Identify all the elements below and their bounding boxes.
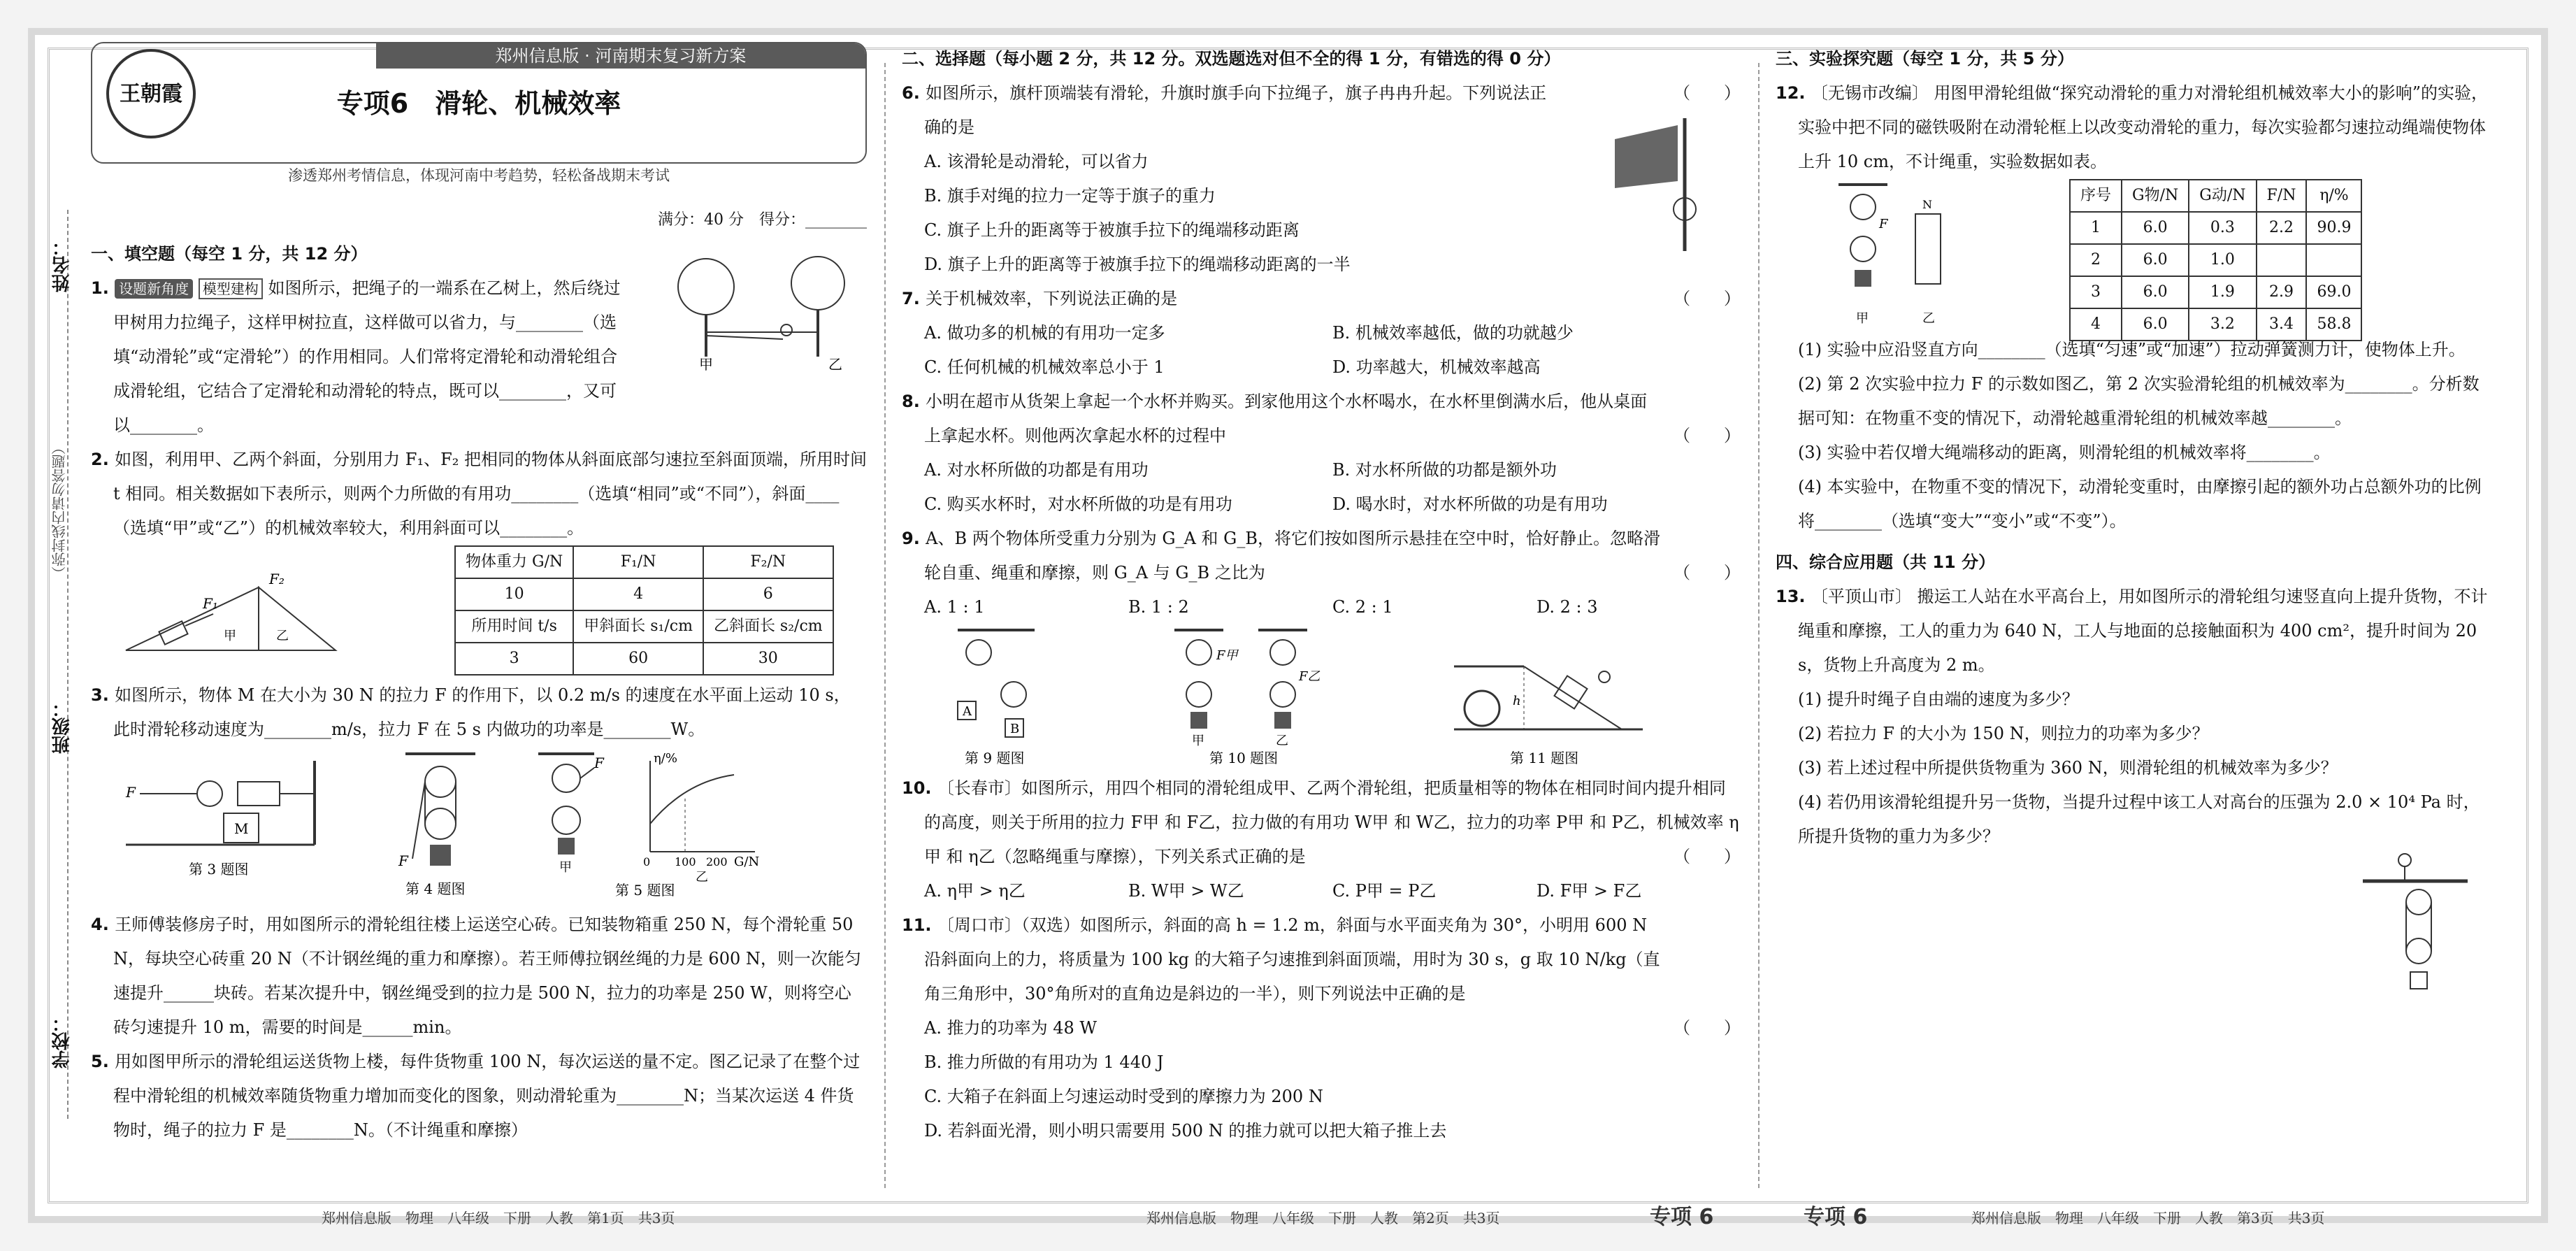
seal-line (67, 210, 69, 1119)
label-yi: 乙 (828, 356, 842, 371)
option: C. P甲 = P乙 (1332, 881, 1437, 901)
footer-page-1: 郑州信息版 物理 八年级 下册 人教 第1页 共3页 (322, 1210, 675, 1227)
question-number: 5. (91, 1052, 115, 1071)
label-jia: 甲 (699, 356, 713, 371)
footer-topic-tag-2: 专项 6 (1804, 1205, 1868, 1229)
table-row (455, 643, 833, 675)
header-band: 郑州信息版 · 河南期末复习新方案 (376, 43, 865, 69)
source-tag: 〔无锡市改编〕 (1811, 83, 1929, 103)
q12-figure-row (1776, 179, 2489, 333)
graph-tick: 200 (706, 855, 728, 868)
incline-figure (119, 559, 357, 664)
seal-note: （弥封线内请勿答题） (51, 441, 68, 580)
binding-sidebar (42, 210, 91, 1119)
sidebar-school-label: 学校： (52, 1014, 73, 1068)
table-cell: 10 (455, 578, 573, 610)
option: A. 对水杯所做的功都是有用功 (924, 460, 1149, 480)
option: B. 推力所做的有用功为 1 440 J (924, 1052, 1164, 1072)
header-slogan: 渗透郑州考情信息，体现河南中考趋势，轻松备战期末考试 (288, 167, 670, 184)
table-cell: 甲斜面长 s₁/cm (573, 610, 703, 643)
graph-tick: 100 (675, 855, 696, 868)
section-title-2: 二、选择题（每小题 2 分，共 12 分。双选题选对但不全的得 1 分，有错选的得 0 分） (902, 49, 1561, 69)
fig5-pulley-and-graph (524, 747, 776, 901)
section-title-4: 四、综合应用题（共 11 分） (1776, 552, 1996, 572)
question-number: 4. (91, 915, 115, 934)
label-jia: 甲 (1192, 734, 1204, 748)
option-list (902, 1011, 1741, 1148)
tag-model: 模型建构 (199, 278, 263, 299)
option: B. 机械效率越低，做的功就越少 (1332, 323, 1574, 343)
question-number: 3. (91, 685, 115, 705)
table-cell: 1 (2070, 212, 2122, 244)
score-line: 满分：40 分 得分：________ (658, 211, 867, 229)
option: D. 2 : 3 (1537, 597, 1598, 617)
column-divider-1 (884, 63, 886, 1188)
table-row (455, 546, 833, 578)
page-header (91, 42, 867, 184)
question-8 (902, 385, 1741, 522)
q13-subquestions (1776, 682, 2489, 854)
question-text: 如图所示，把绳子的一端系在乙树上，然后绕过甲树用力拉绳子，这样甲树拉直，这样做可以省力，与________（选填“动滑轮”或“定滑轮”）的作用相同。人们常将定滑轮和动滑轮组合成滑轮组，它结合了定滑轮和动滑轮的特点，既可以________，又可以________。 (113, 278, 621, 435)
column-1 (91, 42, 867, 1188)
fig3-pulley-horizontal (119, 754, 343, 880)
label-f1: F₁ (203, 595, 218, 612)
section-title-3: 三、实验探究题（每空 1 分，共 5 分） (1776, 49, 2074, 69)
table-cell: 乙斜面长 s₂/cm (703, 610, 833, 643)
question-2 (91, 443, 867, 545)
label-yi: 乙 (1922, 311, 1935, 326)
option: D. F甲 > F乙 (1537, 881, 1642, 901)
table-cell: F₂/N (703, 546, 833, 578)
table-cell (2257, 244, 2307, 276)
flag-pulley-figure (1601, 111, 1713, 251)
table-cell: 6 (703, 578, 833, 610)
table-cell: 2.2 (2257, 212, 2307, 244)
label-m: M (234, 820, 249, 837)
answer-paren: （ ） (1674, 289, 1741, 308)
option: A. 做功多的机械的有用功一定多 (924, 323, 1165, 343)
footer-topic-tag: 专项 6 (1650, 1205, 1714, 1229)
label-yi: 乙 (276, 629, 289, 643)
option: C. 购买水杯时，对水杯所做的功是有用功 (924, 494, 1232, 514)
q2-figure-row (91, 545, 867, 678)
question-5 (91, 1045, 867, 1148)
tag-new-angle: 设题新角度 (115, 279, 193, 299)
page-title: 专项6 滑轮、机械效率 (336, 88, 621, 119)
column-2 (902, 42, 1741, 1188)
subquestion: (4) 若仍用该滑轮组提升另一货物，当提升过程中该工人对高台的压强为 2.0 × 10⁴ Pa 时，所提升货物的重力为多少？ (1798, 792, 2480, 846)
option-list (902, 453, 1741, 522)
subquestion: (1) 实验中应沿竖直方向________（选填“匀速”或“加速”）拉动弹簧测力计，使物体上升。 (1798, 340, 2466, 359)
table-row (2070, 180, 2361, 212)
table-row (2070, 244, 2361, 276)
question-4 (91, 908, 867, 1045)
table-cell: 60 (573, 643, 703, 675)
table-cell: 0.3 (2189, 212, 2256, 244)
footer-page-3: 郑州信息版 物理 八年级 下册 人教 第3页 共3页 (1971, 1210, 2325, 1227)
table-cell: 6.0 (2122, 212, 2189, 244)
option: C. 2 : 1 (1332, 597, 1393, 617)
question-text: 如图所示，物体 M 在大小为 30 N 的拉力 F 的作用下，以 0.2 m/s 的速度在水平面上运动 10 s，此时滑轮移动速度为________m/s，拉力 F 在 5 s 内做功的功率是________W。 (113, 685, 851, 739)
fig11-caption: 第 11 题图 (1510, 750, 1579, 766)
label-f: F (1879, 217, 1888, 231)
option: C. 大箱子在斜面上匀速运动时受到的摩擦力为 200 N (924, 1087, 1323, 1106)
subquestion: (2) 若拉力 F 的大小为 150 N，则拉力的功率为多少？ (1798, 724, 2209, 743)
option: D. 功率越大，机械效率越高 (1332, 357, 1541, 377)
fig5-caption: 第 5 题图 (615, 882, 675, 899)
question-number: 9. (902, 529, 926, 548)
q13-worker-pulley-figure (2356, 846, 2475, 1014)
subquestion: (2) 第 2 次实验中拉力 F 的示数如图乙，第 2 次实验滑轮组的机械效率为________。分析数据可知：在物重不变的情况下，动滑轮越重滑轮组的机械效率越________。 (1798, 374, 2480, 428)
option: A. η甲 > η乙 (924, 881, 1026, 901)
question-text: A、B 两个物体所受重力分别为 G_A 和 G_B，将它们按如图所示悬挂在空中时，恰好静止。忽略滑轮自重、绳重和摩擦，则 G_A 与 G_B 之比为 (924, 529, 1660, 582)
table-cell: 3.2 (2189, 308, 2256, 341)
table-cell: 30 (703, 643, 833, 675)
option-list (902, 145, 1483, 282)
question-3 (91, 678, 867, 747)
column-divider-2 (1758, 63, 1760, 1188)
question-number: 2. (91, 450, 115, 469)
question-text: 用图甲滑轮组做“探究动滑轮的重力对滑轮组机械效率大小的影响”的实验，实验中把不同的磁铁吸附在动滑轮框上以改变动滑轮的重力，每次实验都匀速拉动绳端使物体上升 10 cm，不计绳重，实验数据如表。 (1798, 83, 2489, 171)
graph-tick: 0 (643, 855, 651, 868)
question-1 (91, 271, 624, 443)
option: D. 若斜面光滑，则小明只需要用 500 N 的推力就可以把大箱子推上去 (924, 1121, 1447, 1141)
question-11 (902, 908, 1741, 1148)
table-cell: 4 (573, 578, 703, 610)
question-text: 王师傅装修房子时，用如图所示的滑轮组往楼上运送空心砖。已知装物箱重 250 N，每个滑轮重 50 N，每块空心砖重 20 N（不计钢丝绳的重力和摩擦）。若王师傅拉钢丝绳的力是 600 N，则一次能匀速提升______块砖。若某次提升中，钢丝绳受到的拉力是 500 N，拉力的功率是 250 W，则将空心砖匀速提升 10 m，需要的时间是______min。 (113, 915, 861, 1037)
option: A. 1 : 1 (924, 597, 985, 617)
question-text: 如图，利用甲、乙两个斜面，分别用力 F₁、F₂ 把相同的物体从斜面底部匀速拉至斜面顶端，所用时间 t 相同。相关数据如下表所示，则两个力所做的有用功________（选填“相同”或“不同”），斜面____（选填“甲”或“乙”）的机械效率较大，利用斜面可以________。 (113, 450, 867, 538)
option-list (902, 316, 1741, 385)
answer-paren: （ ） (1674, 1018, 1741, 1038)
table-row (455, 610, 833, 643)
table-cell: G动/N (2189, 180, 2256, 212)
question-number: 10. (902, 778, 937, 798)
question-number: 1. (91, 278, 115, 298)
fig10-caption: 第 10 题图 (1209, 750, 1279, 766)
option: B. 旗手对绳的拉力一定等于旗子的重力 (924, 186, 1216, 206)
label-yi: 乙 (1276, 734, 1288, 748)
figures-row-2 (902, 624, 1741, 771)
question-number: 11. (902, 915, 937, 935)
option: A. 推力的功率为 48 W (924, 1018, 1098, 1038)
brand-logo: 王朝霞 (106, 49, 196, 138)
table-cell: 69.0 (2306, 276, 2361, 308)
label-jia: 甲 (1856, 311, 1869, 326)
answer-paren: （ ） (1674, 563, 1741, 582)
label-fjia: F甲 (1216, 648, 1238, 663)
label-fyi: F乙 (1299, 669, 1321, 684)
label-jia: 甲 (224, 629, 236, 643)
table-cell: 6.0 (2122, 244, 2189, 276)
table-row (455, 578, 833, 610)
question-number: 13. (1776, 587, 1811, 606)
q12-subquestions (1776, 333, 2489, 538)
fig11-incline (1447, 638, 1657, 768)
option-list (902, 874, 1741, 908)
label-a: A (963, 704, 972, 719)
table-cell: η/% (2306, 180, 2361, 212)
question-7 (902, 282, 1741, 385)
q2-data-table (454, 545, 834, 675)
label-b: B (1010, 722, 1020, 736)
subquestion: (3) 实验中若仅增大绳端移动的距离，则滑轮组的机械效率将________。 (1798, 443, 2331, 462)
source-tag: 〔周口市〕（双选） (937, 915, 1080, 935)
question-text: 搬运工人站在水平高台上，用如图所示的滑轮组匀速竖直向上提升货物，不计绳重和摩擦，工人的重力为 640 N，工人与地面的总接触面积为 400 cm²，提升时间为 20 s，货物上升高度为 2 m。 (1798, 587, 2488, 675)
subquestion: (3) 若上述过程中所提供货物重为 360 N，则滑轮组的机械效率为多少？ (1798, 758, 2338, 778)
fig3-caption: 第 3 题图 (189, 861, 249, 878)
label-f: F (398, 852, 408, 869)
section-title-1: 一、填空题（每空 1 分，共 12 分） (91, 244, 368, 264)
table-cell: 2.9 (2257, 276, 2307, 308)
table-cell: 6.0 (2122, 308, 2189, 341)
answer-paren: （ ） (1674, 426, 1741, 445)
label-f: F (594, 755, 604, 771)
question-13 (1776, 580, 2489, 682)
table-cell: 6.0 (2122, 276, 2189, 308)
question-number: 12. (1776, 83, 1811, 103)
question-text: 小明在超市从货架上拿起一个水杯并购买。到家他用这个水杯喝水，在水杯里倒满水后，他从桌面上拿起水杯。则他两次拿起水杯的过程中 (924, 392, 1648, 445)
table-row (2070, 308, 2361, 341)
q12-pulley-and-meter (1825, 179, 1964, 329)
table-cell: 3.4 (2257, 308, 2307, 341)
option: B. 对水杯所做的功都是额外功 (1332, 460, 1557, 480)
table-cell: 4 (2070, 308, 2122, 341)
table-cell: G物/N (2122, 180, 2189, 212)
table-cell: 3 (2070, 276, 2122, 308)
q12-data-table (2069, 179, 2362, 341)
table-cell: 90.9 (2306, 212, 2361, 244)
figures-row-1 (91, 747, 867, 908)
table-cell: 3 (455, 643, 573, 675)
footer-page-2: 郑州信息版 物理 八年级 下册 人教 第2页 共3页 (1146, 1210, 1500, 1227)
table-row (2070, 212, 2361, 244)
fig4-pulley-block (377, 747, 503, 901)
option: B. W甲 > W乙 (1128, 881, 1244, 901)
question-6 (902, 76, 1741, 282)
question-9 (902, 522, 1741, 624)
subquestion: (4) 本实验中，在物重不变的情况下，动滑轮变重时，由摩擦引起的额外功占总额外功的比例将________（选填“变大”“变小”或“不变”）。 (1798, 477, 2482, 531)
label-f2: F₂ (269, 571, 285, 587)
answer-paren: （ ） (1674, 847, 1741, 866)
question-10 (902, 771, 1741, 908)
question-text: 关于机械效率，下列说法正确的是 (926, 289, 1178, 308)
subquestion: (1) 提升时绳子自由端的速度为多少？ (1798, 689, 2079, 709)
table-cell (2306, 244, 2361, 276)
option: B. 1 : 2 (1128, 597, 1189, 617)
source-tag: 〔平顶山市〕 (1811, 587, 1912, 606)
question-number: 6. (902, 83, 926, 103)
table-cell: 1.0 (2189, 244, 2256, 276)
table-cell: 所用时间 t/s (455, 610, 573, 643)
column-3 (1776, 42, 2489, 1188)
graph-x-axis-label: G/N (734, 855, 760, 869)
question-text: 用如图甲所示的滑轮组运送货物上楼，每件货物重 100 N，每次运送的量不定。图乙记录了在整个过程中滑轮组的机械效率随货物重力增加而变化的图象，则动滑轮重为________N；当某次运送 4 件货物时，绳子的拉力 F 是________N。（不计绳重和摩擦） (113, 1052, 861, 1140)
option-list (902, 590, 1741, 624)
label-f: F (126, 784, 136, 801)
table-cell: 58.8 (2306, 308, 2361, 341)
label-yi: 乙 (696, 870, 708, 885)
question-text: 如图所示，用四个相同的滑轮组成甲、乙两个滑轮组，把质量相等的物体在相同时间内提升相同的高度，则关于所用的拉力 F甲 和 F乙，拉力做的有用功 W甲 和 W乙，拉力的功率 P甲 和 P乙，机械效率 η甲 和 η乙（忽略绳重与摩擦），下列关系式正确的是 (924, 778, 1739, 866)
question-number: 8. (902, 392, 926, 411)
question-text: 如图所示，旗杆顶端装有滑轮，升旗时旗手向下拉绳子，旗子冉冉升起。下列说法正确的是 (924, 83, 1547, 137)
sidebar-class-label: 班级： (52, 699, 73, 754)
table-row (2070, 276, 2361, 308)
fig4-caption: 第 4 题图 (405, 880, 466, 897)
label-n: N (1922, 198, 1932, 211)
table-cell: 物体重力 G/N (455, 546, 573, 578)
option: C. 任何机械的机械效率总小于 1 (924, 357, 1165, 377)
table-cell: 序号 (2070, 180, 2122, 212)
option: D. 喝水时，对水杯所做的功是有用功 (1332, 494, 1608, 514)
option: D. 旗子上升的距离等于被旗手拉下的绳端移动距离的一半 (924, 255, 1351, 274)
tree-rope-figure (671, 252, 853, 371)
question-number: 7. (902, 289, 926, 308)
label-h: h (1513, 694, 1521, 708)
question-12 (1776, 76, 2489, 179)
question-text: 如图所示，斜面的高 h = 1.2 m，斜面与水平面夹角为 30°，小明用 600 N 沿斜面向上的力，将质量为 100 kg 的大箱子匀速推到斜面顶端，用时为 30 s，g 取 10 N/kg（直角三角形中，30°角所对的直角边是斜边的一半），则下列说法中正确的是 (924, 915, 1660, 1003)
option: C. 旗子上升的距离等于被旗手拉下的绳端移动距离 (924, 220, 1300, 240)
fig9-pulleys (944, 624, 1056, 768)
label-jia: 甲 (559, 860, 572, 875)
sidebar-name-label: 姓名： (52, 238, 73, 292)
fig9-caption: 第 9 题图 (965, 750, 1025, 766)
source-tag: 〔长春市〕 (937, 778, 1021, 798)
fig10-pulleys (1160, 624, 1342, 768)
table-cell: 2 (2070, 244, 2122, 276)
graph-y-axis-label: η/% (654, 751, 677, 766)
answer-paren: （ ） (1674, 83, 1741, 103)
table-cell: F/N (2257, 180, 2307, 212)
table-cell: 1.9 (2189, 276, 2256, 308)
option: A. 该滑轮是动滑轮，可以省力 (924, 152, 1149, 171)
table-cell: F₁/N (573, 546, 703, 578)
